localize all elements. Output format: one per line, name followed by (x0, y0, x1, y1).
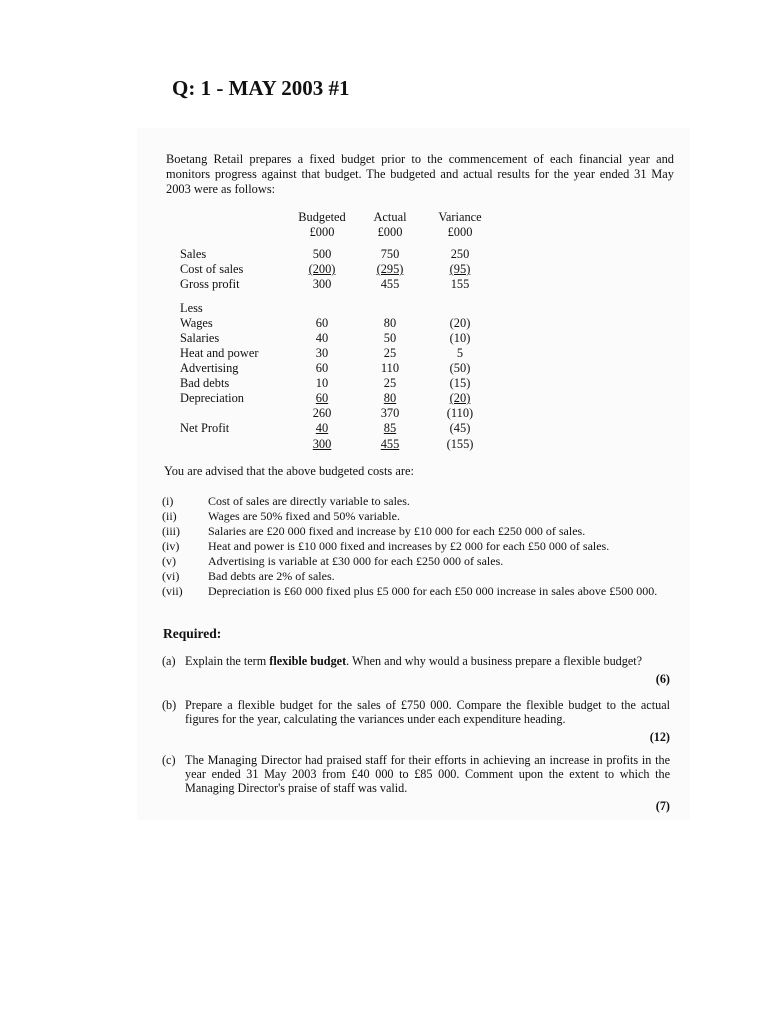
budget-cost-list (162, 494, 674, 599)
row-label: Bad debts (180, 376, 230, 390)
table-row-salaries (180, 331, 500, 346)
question-marks: (12) (649, 730, 670, 744)
question-text: The Managing Director had praised staff for their efforts in achieving an increase in profits in the year ended 31 May 2003 from £40 000 to £85 000. Comment upon the extent to which the Managing Director's praise of staff was valid. (185, 753, 670, 795)
cell-actual: 750 (380, 247, 400, 261)
cell-actual: 455 (380, 437, 400, 451)
list-text: Depreciation is £60 000 fixed plus £5 000 for each £50 000 increase in sales above £500 000. (208, 584, 658, 598)
question-b (162, 698, 670, 744)
cell-budgeted: 40 (315, 421, 329, 435)
question-c (162, 753, 670, 813)
cell-actual: 110 (380, 361, 400, 375)
list-item (162, 539, 674, 554)
row-label: Salaries (180, 331, 220, 345)
table-row-wages (180, 316, 500, 331)
cell-budgeted: 60 (315, 361, 329, 375)
cell-budgeted: 30 (315, 346, 329, 360)
question-marks: (6) (655, 672, 670, 686)
cell-budgeted: 260 (312, 406, 332, 420)
question-number: (c) (162, 753, 176, 767)
question-text (185, 654, 670, 668)
cell-actual: 455 (380, 277, 400, 291)
list-item (162, 569, 674, 584)
list-number: (v) (162, 554, 176, 568)
row-label: Gross profit (180, 277, 240, 291)
question-text: Prepare a flexible budget for the sales of £750 000. Compare the flexible budget to the actual figures for the year, calculating the variances under each expenditure heading. (185, 698, 670, 726)
table-row-gross-profit (180, 277, 500, 292)
table-row-bad-debts (180, 376, 500, 391)
cell-variance: (50) (449, 361, 471, 375)
page-title: Q: 1 - MAY 2003 #1 (172, 76, 350, 100)
table-row-cost-of-sales (180, 262, 500, 277)
cell-budgeted: 10 (315, 376, 329, 390)
cell-budgeted: 60 (315, 316, 329, 330)
row-label: Less (180, 301, 203, 315)
list-item (162, 509, 674, 524)
cell-variance: 155 (450, 277, 470, 291)
advised-text: You are advised that the above budgeted costs are: (164, 464, 414, 478)
cell-variance: (45) (449, 421, 471, 435)
cell-budgeted: 40 (315, 331, 329, 345)
cell-actual: 80 (383, 391, 397, 405)
row-label: Advertising (180, 361, 239, 375)
unit-budgeted: £000 (309, 225, 335, 239)
question-number: (a) (162, 654, 176, 668)
cell-variance: (20) (449, 391, 471, 405)
list-text: Salaries are £20 000 fixed and increase by £10 000 for each £250 000 of sales. (208, 524, 586, 538)
cell-budgeted: 500 (312, 247, 332, 261)
table-unit-row (180, 225, 500, 240)
cell-budgeted: (200) (308, 262, 336, 276)
list-number: (iv) (162, 539, 180, 553)
list-text: Cost of sales are directly variable to sales. (208, 494, 410, 508)
question-number: (b) (162, 698, 177, 712)
cell-variance: (95) (449, 262, 471, 276)
table-row-less (180, 301, 500, 316)
list-number: (iii) (162, 524, 180, 538)
table-row-depreciation (180, 391, 500, 406)
list-text: Advertising is variable at £30 000 for each £250 000 of sales. (208, 554, 504, 568)
table-header-row (180, 210, 500, 225)
cell-variance: (15) (449, 376, 471, 390)
unit-variance: £000 (447, 225, 473, 239)
question-marks: (7) (655, 799, 670, 813)
row-label: Sales (180, 247, 207, 261)
list-text: Heat and power is £10 000 fixed and increases by £2 000 for each £50 000 of sales. (208, 539, 610, 553)
cell-actual: 25 (383, 376, 397, 390)
cell-variance: 250 (450, 247, 470, 261)
cell-actual: (295) (376, 262, 404, 276)
table-row-net-profit (180, 421, 500, 436)
cell-actual: 50 (383, 331, 397, 345)
table-row-total-costs (180, 406, 500, 421)
unit-actual: £000 (377, 225, 403, 239)
required-heading: Required: (163, 626, 222, 641)
list-text: Wages are 50% fixed and 50% variable. (208, 509, 400, 523)
question-text-start: Explain the term (185, 654, 270, 668)
header-variance: Variance (438, 210, 482, 224)
cell-budgeted: 300 (312, 277, 332, 291)
list-item (162, 554, 674, 569)
cell-variance: (20) (449, 316, 471, 330)
header-actual: Actual (373, 210, 407, 224)
question-text-end: . When and why would a business prepare a flexible budget? (346, 654, 643, 668)
list-item (162, 584, 674, 599)
cell-variance: 5 (456, 346, 464, 360)
header-budgeted: Budgeted (298, 210, 346, 224)
row-label: Depreciation (180, 391, 244, 405)
list-item (162, 494, 674, 509)
cell-variance: (110) (446, 406, 474, 420)
row-label: Heat and power (180, 346, 259, 360)
question-a (162, 654, 670, 686)
list-item (162, 524, 674, 539)
list-number: (vii) (162, 584, 183, 598)
table-row-sales (180, 247, 500, 262)
cell-actual: 25 (383, 346, 397, 360)
table-row-grand-total (180, 437, 500, 452)
list-text: Bad debts are 2% of sales. (208, 569, 335, 583)
question-term: flexible budget (269, 654, 347, 668)
list-number: (ii) (162, 509, 177, 523)
question-intro: Boetang Retail prepares a fixed budget prior to the commencement of each financial year and monitors progress against that budget. The budgeted and actual results for the year ended 31 May 2003 were as follows: (166, 152, 674, 196)
list-number: (i) (162, 494, 174, 508)
row-label: Wages (180, 316, 213, 330)
cell-actual: 80 (383, 316, 397, 330)
table-row-heat-and-power (180, 346, 500, 361)
cell-variance: (155) (446, 437, 474, 451)
cell-variance: (10) (449, 331, 471, 345)
table-row-advertising (180, 361, 500, 376)
list-number: (vi) (162, 569, 180, 583)
cell-actual: 370 (380, 406, 400, 420)
cell-actual: 85 (383, 421, 397, 435)
cell-budgeted: 300 (312, 437, 332, 451)
row-label: Net Profit (180, 421, 230, 435)
row-label: Cost of sales (180, 262, 244, 276)
cell-budgeted: 60 (315, 391, 329, 405)
